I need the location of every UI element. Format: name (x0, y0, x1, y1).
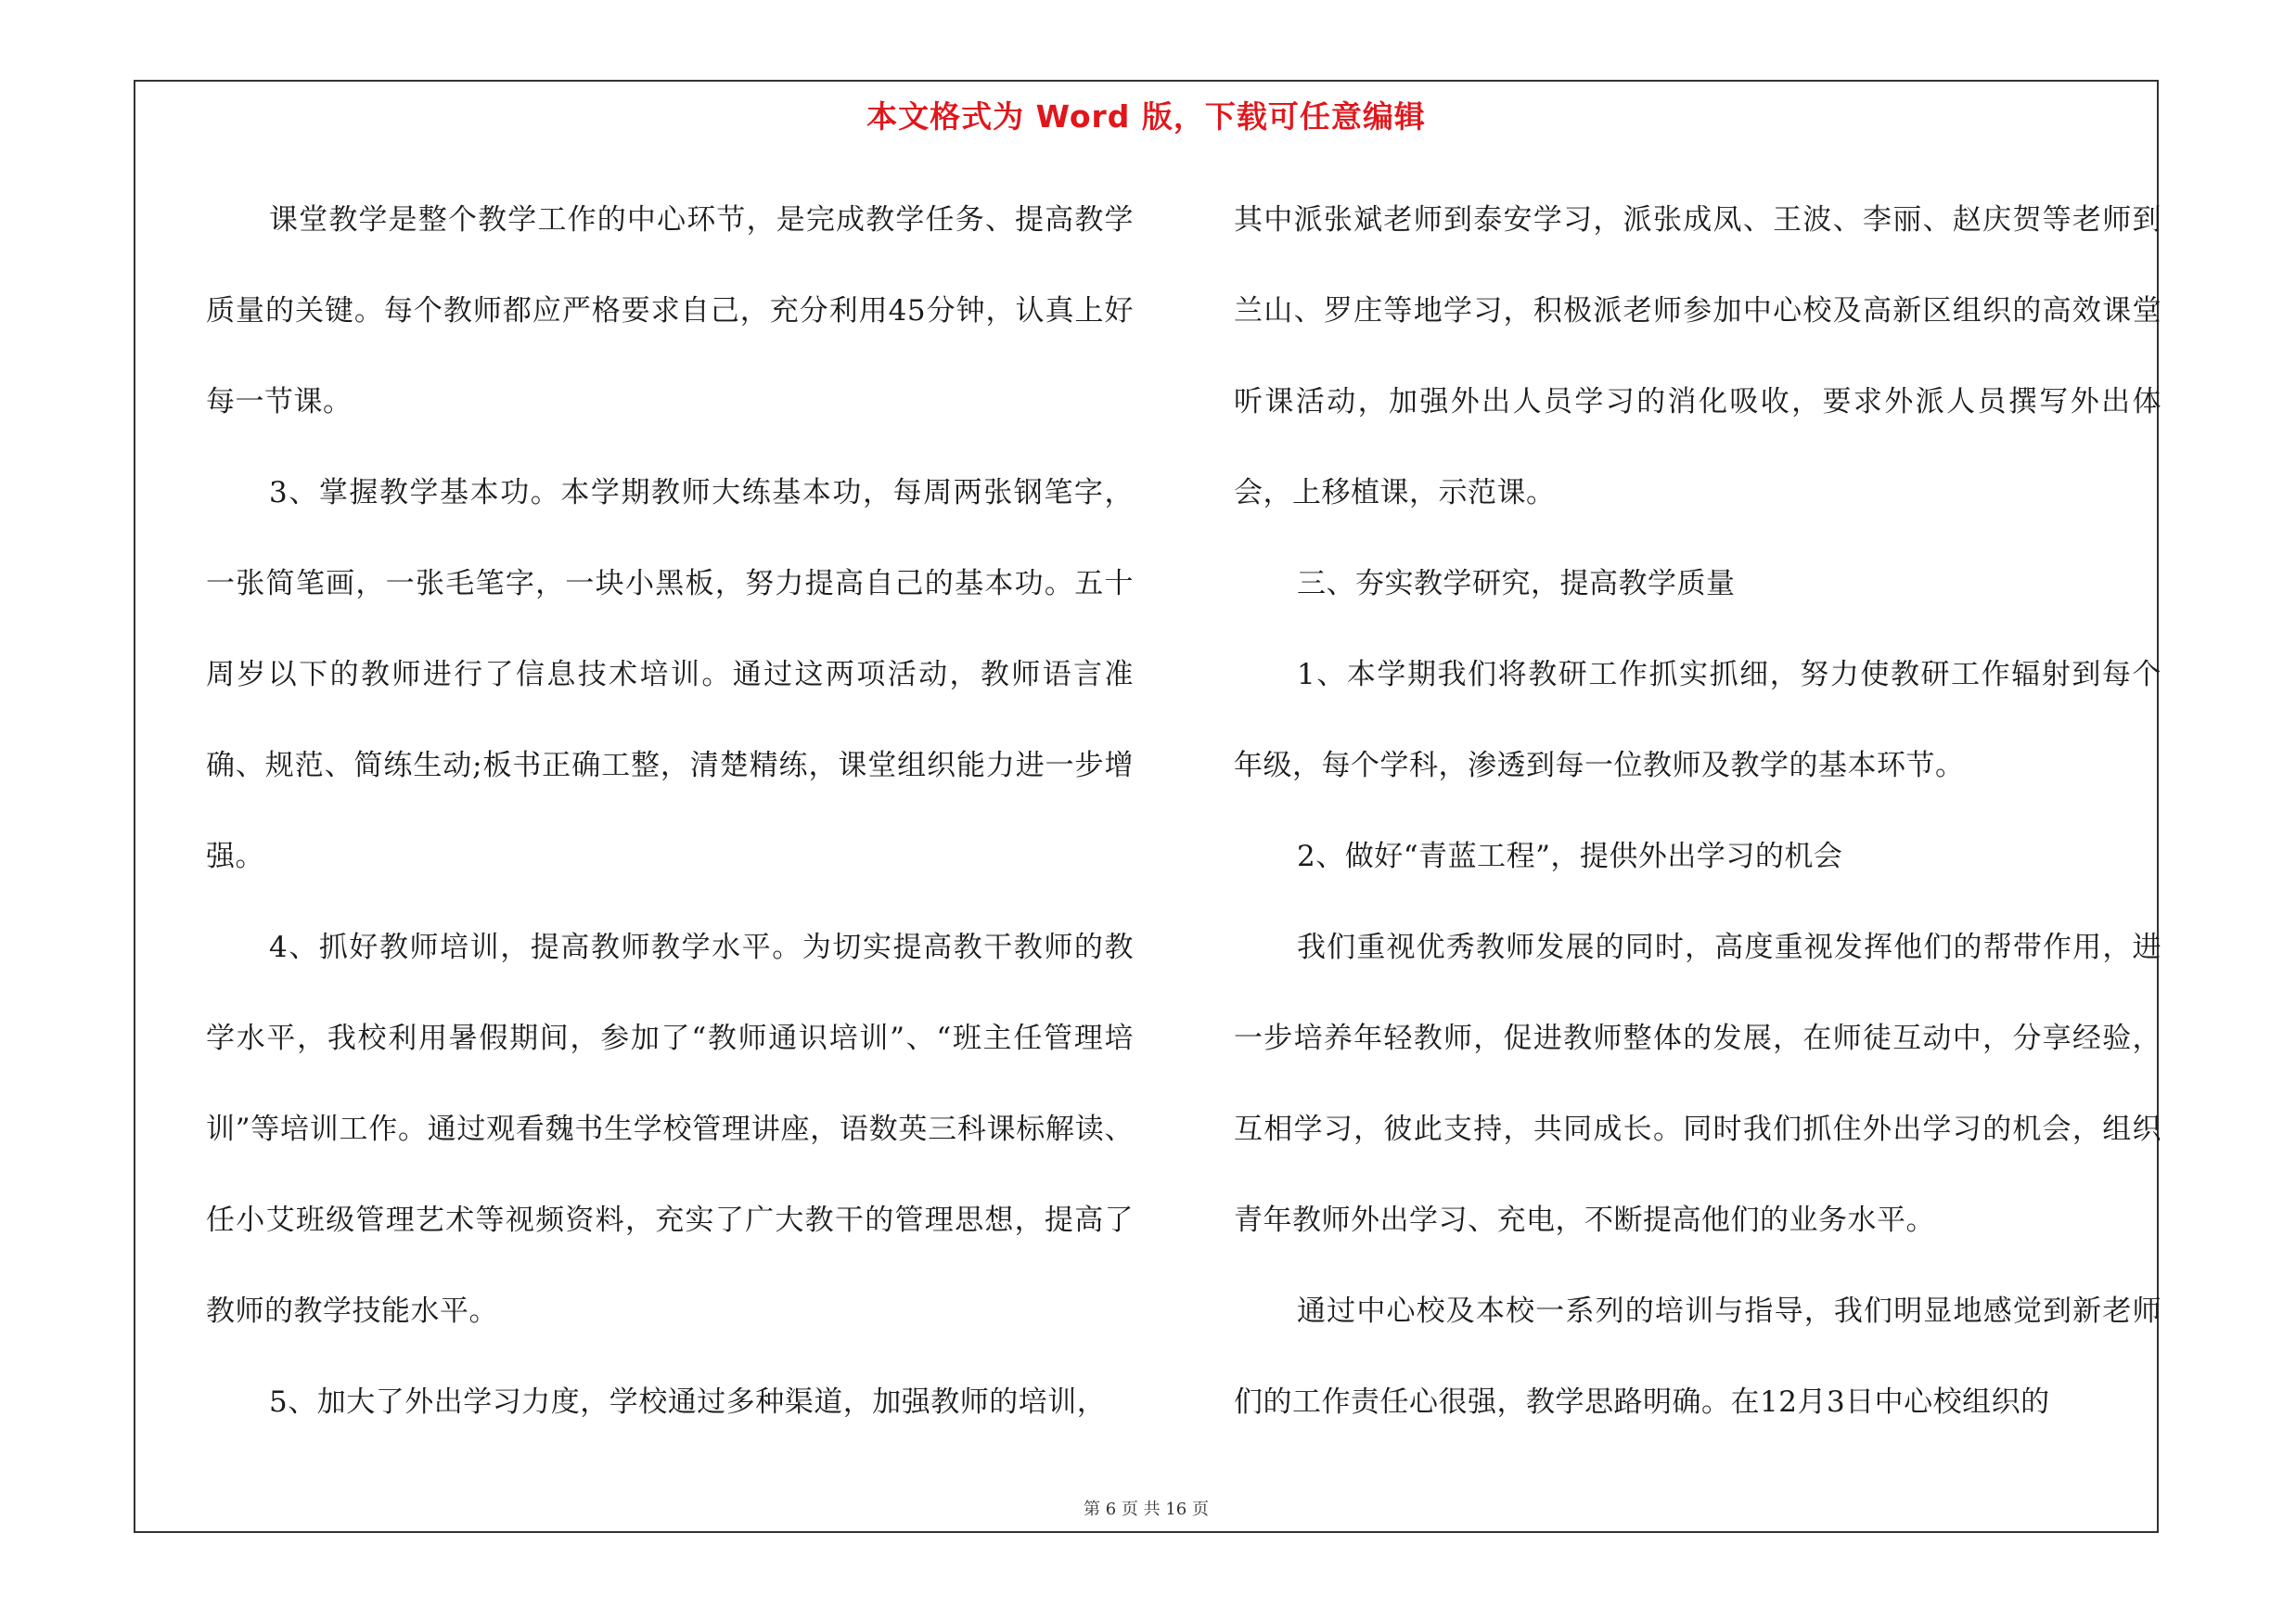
page-frame (134, 80, 2159, 1533)
paragraph: 3、掌握教学基本功。本学期教师大练基本功，每周两张钢笔字，一张简笔画，一张毛笔字，一块小黑板，努力提高自己的基本功。五十周岁以下的教师进行了信息技术培训。通过这两项活动，教师语言准确、规范、简练生动;板书正确工整，清楚精练，课堂组织能力进一步增强。 (206, 476, 1134, 873)
subsection-heading: 2、做好“青蓝工程”，提供外出学习的机会 (1297, 840, 1843, 873)
paragraph-continued: 其中派张斌老师到泰安学习，派张成凤、王波、李丽、赵庆贺等老师到兰山、罗庄等地学习，积极派老师参加中心校及高新区组织的高效课堂听课活动，加强外出人员学习的消化吸收，要求外派人员撰写外出体会，上移植课，示范课。 (1234, 203, 2161, 509)
right-column (1234, 174, 2161, 1483)
section-heading: 三、夯实教学研究，提高教学质量 (1297, 567, 1736, 600)
paragraph: 5、加大了外出学习力度，学校通过多种渠道，加强教师的培训， (269, 1385, 1107, 1419)
paragraph: 通过中心校及本校一系列的培训与指导，我们明显地感觉到新老师们的工作责任心很强，教学思路明确。在12月3日中心校组织的 (1234, 1295, 2161, 1419)
format-banner: 本文格式为 Word 版，下载可任意编辑 (866, 98, 1426, 135)
paragraph: 我们重视优秀教师发展的同时，高度重视发挥他们的帮带作用，进一步培养年轻教师，促进教师整体的发展，在师徒互动中，分享经验，互相学习，彼此支持，共同成长。同时我们抓住外出学习的机会，组织青年教师外出学习、充电，不断提高他们的业务水平。 (1234, 931, 2161, 1237)
paragraph: 4、抓好教师培训，提高教师教学水平。为切实提高教干教师的教学水平，我校利用暑假期间，参加了“教师通识培训”、“班主任管理培训”等培训工作。通过观看魏书生学校管理讲座，语数英三科课标解读、任小艾班级管理艺术等视频资料，充实了广大教干的管理思想，提高了教师的教学技能水平。 (206, 931, 1134, 1328)
paragraph: 课堂教学是整个教学工作的中心环节，是完成教学任务、提高教学质量的关键。每个教师都应严格要求自己，充分利用45分钟，认真上好每一节课。 (206, 203, 1134, 419)
page-number: 第 6 页 共 16 页 (1084, 1500, 1209, 1519)
left-column (206, 174, 1134, 1483)
paragraph: 1、本学期我们将教研工作抓实抓细，努力使教研工作辐射到每个年级，每个学科，渗透到每一位教师及教学的基本环节。 (1234, 658, 2161, 782)
